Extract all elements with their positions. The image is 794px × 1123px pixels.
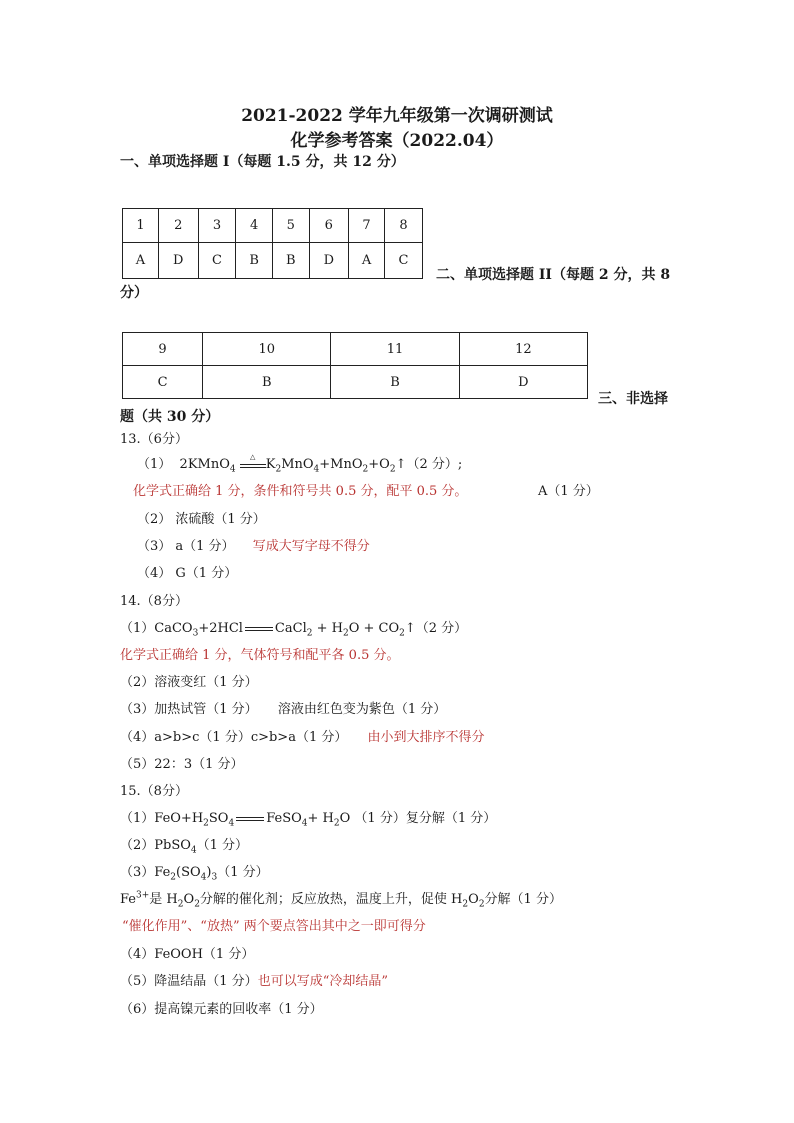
table-cell: C bbox=[123, 366, 203, 399]
table-cell: 5 bbox=[272, 209, 309, 243]
q15-l2-b: （1 分） bbox=[196, 838, 249, 853]
heat-condition: △ bbox=[250, 453, 256, 461]
q13-l3-note: 写成大写字母不得分 bbox=[252, 539, 370, 554]
q13-line-2: （2） 浓硫酸（1 分） bbox=[137, 512, 266, 527]
q15-heading: 15.（8分） bbox=[120, 784, 188, 799]
subscript: 2 bbox=[333, 818, 340, 829]
table-1-number-row bbox=[123, 209, 423, 243]
subscript: 2 bbox=[203, 818, 209, 829]
q15-line-4: （4）FeOOH（1 分） bbox=[120, 947, 255, 962]
q15-line-3 bbox=[120, 861, 269, 883]
section-3-heading: 三、非选择 bbox=[598, 391, 668, 407]
table-2-answer-row bbox=[123, 366, 588, 399]
subscript: 4 bbox=[200, 872, 207, 883]
q15-l3-a: （3）Fe bbox=[120, 865, 171, 880]
page-subtitle: 化学参考答案（2022.04） bbox=[290, 131, 504, 151]
section-3-heading-cont: 题（共 30 分） bbox=[120, 409, 220, 425]
table-cell: B bbox=[272, 243, 309, 279]
table-cell: 2 bbox=[158, 209, 198, 243]
table-cell: 6 bbox=[309, 209, 349, 243]
table-cell: A bbox=[123, 243, 159, 279]
q15-fe-a: Fe bbox=[120, 892, 137, 907]
table-2-number-row bbox=[123, 333, 588, 366]
q14-l3-b: 溶液由红色变为紫色（1 分） bbox=[277, 702, 447, 717]
subscript: 2 bbox=[389, 464, 396, 475]
table-cell: B bbox=[236, 243, 273, 279]
q14-l3-a: （3）加热试管（1 分） bbox=[120, 702, 258, 717]
q14-note-1: 化学式正确给 1 分，气体符号和配平各 0.5 分。 bbox=[120, 648, 400, 663]
subscript: 2 bbox=[399, 628, 405, 639]
q14-l1-c: CaCl bbox=[274, 621, 307, 636]
subscript: 4 bbox=[313, 464, 320, 475]
q15-l3-c: ) bbox=[206, 865, 212, 880]
q14-l1-f: ↑（2 分） bbox=[404, 621, 468, 636]
q15-l5-a: （5）降温结晶（1 分） bbox=[120, 974, 258, 989]
q15-fe-e: O bbox=[468, 892, 479, 907]
subscript: 4 bbox=[229, 464, 236, 475]
subscript: 2 bbox=[177, 899, 184, 910]
subscript: 4 bbox=[301, 818, 308, 829]
q15-line-5 bbox=[120, 970, 388, 989]
q15-note-1: “催化作用”、“放热” 两个要点答出其中之一即可得分 bbox=[122, 919, 426, 934]
table-cell: 7 bbox=[349, 209, 385, 243]
table-cell: 12 bbox=[459, 333, 587, 366]
equation-equals bbox=[236, 817, 264, 821]
q15-fe-line bbox=[120, 888, 562, 910]
subscript: 2 bbox=[194, 899, 200, 910]
q14-l1-b: +2HCl bbox=[198, 621, 243, 636]
table-cell: C bbox=[198, 243, 236, 279]
section-2-heading-cont: 分） bbox=[120, 285, 148, 301]
subscript: 2 bbox=[362, 464, 369, 475]
q15-l3-d: （1 分） bbox=[217, 865, 269, 880]
q13-line-3 bbox=[137, 535, 370, 554]
q15-l1-c: FeSO bbox=[266, 811, 302, 826]
subscript: 2 bbox=[275, 464, 282, 475]
q13-l1-rhs4: +O bbox=[368, 457, 390, 472]
table-cell: 8 bbox=[385, 209, 423, 243]
q13-note-1-right: A（1 分） bbox=[538, 484, 599, 499]
q13-l1-lhs: 2KMnO bbox=[179, 457, 230, 472]
table-cell: D bbox=[309, 243, 349, 279]
q13-note-1: 化学式正确给 1 分，条件和符号共 0.5 分，配平 0.5 分。 bbox=[133, 484, 468, 499]
q13-l1-label: （1） bbox=[137, 457, 172, 472]
q14-line-4 bbox=[120, 726, 485, 745]
table-cell: B bbox=[203, 366, 331, 399]
q14-l1-a: （1）CaCO bbox=[120, 621, 193, 636]
q14-l4-a: （4）a>b>c（1 分）c>b>a（1 分） bbox=[120, 730, 348, 745]
table-cell: A bbox=[349, 243, 385, 279]
q15-l3-b: (SO bbox=[176, 865, 201, 880]
table-cell: 3 bbox=[198, 209, 236, 243]
table-cell: 11 bbox=[331, 333, 459, 366]
subscript: 2 bbox=[342, 628, 349, 639]
q14-line-3 bbox=[120, 698, 446, 717]
table-cell: 4 bbox=[236, 209, 273, 243]
subscript: 2 bbox=[170, 872, 177, 883]
q15-l2-a: （2）PbSO bbox=[120, 838, 191, 853]
q14-line-2: （2）溶液变红（1 分） bbox=[120, 675, 258, 690]
q13-heading: 13.（6分） bbox=[120, 432, 188, 447]
q13-l1-rhs2: MnO bbox=[281, 457, 314, 472]
q13-line-1 bbox=[137, 453, 462, 475]
section-2-heading: 二、单项选择题 II（每题 2 分，共 8 bbox=[436, 267, 671, 283]
subscript: 2 bbox=[478, 899, 485, 910]
subscript: 2 bbox=[306, 628, 313, 639]
q15-fe-b: 是 H bbox=[149, 892, 178, 907]
table-cell: C bbox=[385, 243, 423, 279]
subscript: 2 bbox=[462, 899, 469, 910]
subscript: 3 bbox=[192, 628, 199, 639]
superscript: 3+ bbox=[136, 890, 150, 901]
table-cell: 10 bbox=[203, 333, 331, 366]
q14-l1-d: + H bbox=[312, 621, 343, 636]
answer-table-2 bbox=[122, 332, 588, 399]
q13-line-4: （4） G（1 分） bbox=[137, 566, 238, 581]
q15-line-6: （6）提高镍元素的回收率（1 分） bbox=[120, 1002, 323, 1017]
equation-equals bbox=[245, 627, 273, 631]
q15-l1-e: O （1 分）复分解（1 分） bbox=[339, 811, 497, 826]
table-1-answer-row bbox=[123, 243, 423, 279]
q15-fe-c: O bbox=[183, 892, 195, 907]
q15-l1-d: + H bbox=[307, 811, 334, 826]
table-cell: 9 bbox=[123, 333, 203, 366]
q14-line-5: （5）22：3（1 分） bbox=[120, 757, 244, 772]
q15-l5-note: 也可以写成“冷却结晶” bbox=[257, 974, 388, 989]
table-cell: 1 bbox=[123, 209, 159, 243]
q14-l1-e: O + CO bbox=[348, 621, 400, 636]
subscript: 4 bbox=[190, 845, 197, 856]
subscript: 3 bbox=[211, 872, 218, 883]
q15-fe-f: 分解（1 分） bbox=[484, 892, 562, 907]
answer-table-1 bbox=[122, 208, 423, 279]
q15-l1-b: SO bbox=[208, 811, 229, 826]
page-title: 2021-2022 学年九年级第一次调研测试 bbox=[241, 106, 553, 126]
q13-l1-rhs3: +MnO bbox=[319, 457, 363, 472]
q15-l1-a: （1）FeO+H bbox=[120, 811, 204, 826]
q15-fe-d: 分解的催化剂；反应放热，温度上升，促使 H bbox=[199, 892, 463, 907]
table-cell: D bbox=[459, 366, 587, 399]
subscript: 4 bbox=[228, 818, 235, 829]
q14-heading: 14.（8分） bbox=[120, 594, 188, 609]
q15-line-1 bbox=[120, 807, 496, 829]
q14-l4-note: 由小到大排序不得分 bbox=[367, 730, 485, 745]
q13-l1-rhs1: K bbox=[265, 457, 276, 472]
table-cell: B bbox=[331, 366, 459, 399]
q14-line-1 bbox=[120, 617, 467, 639]
q15-line-2 bbox=[120, 834, 248, 856]
equation-arrow bbox=[240, 453, 266, 468]
section-1-heading: 一、单项选择题 I（每题 1.5 分，共 12 分） bbox=[120, 154, 405, 170]
q13-l1-tail: ↑（2 分）; bbox=[395, 457, 463, 472]
q13-l3-answer: （3） a（1 分） bbox=[137, 539, 235, 554]
table-cell: D bbox=[158, 243, 198, 279]
